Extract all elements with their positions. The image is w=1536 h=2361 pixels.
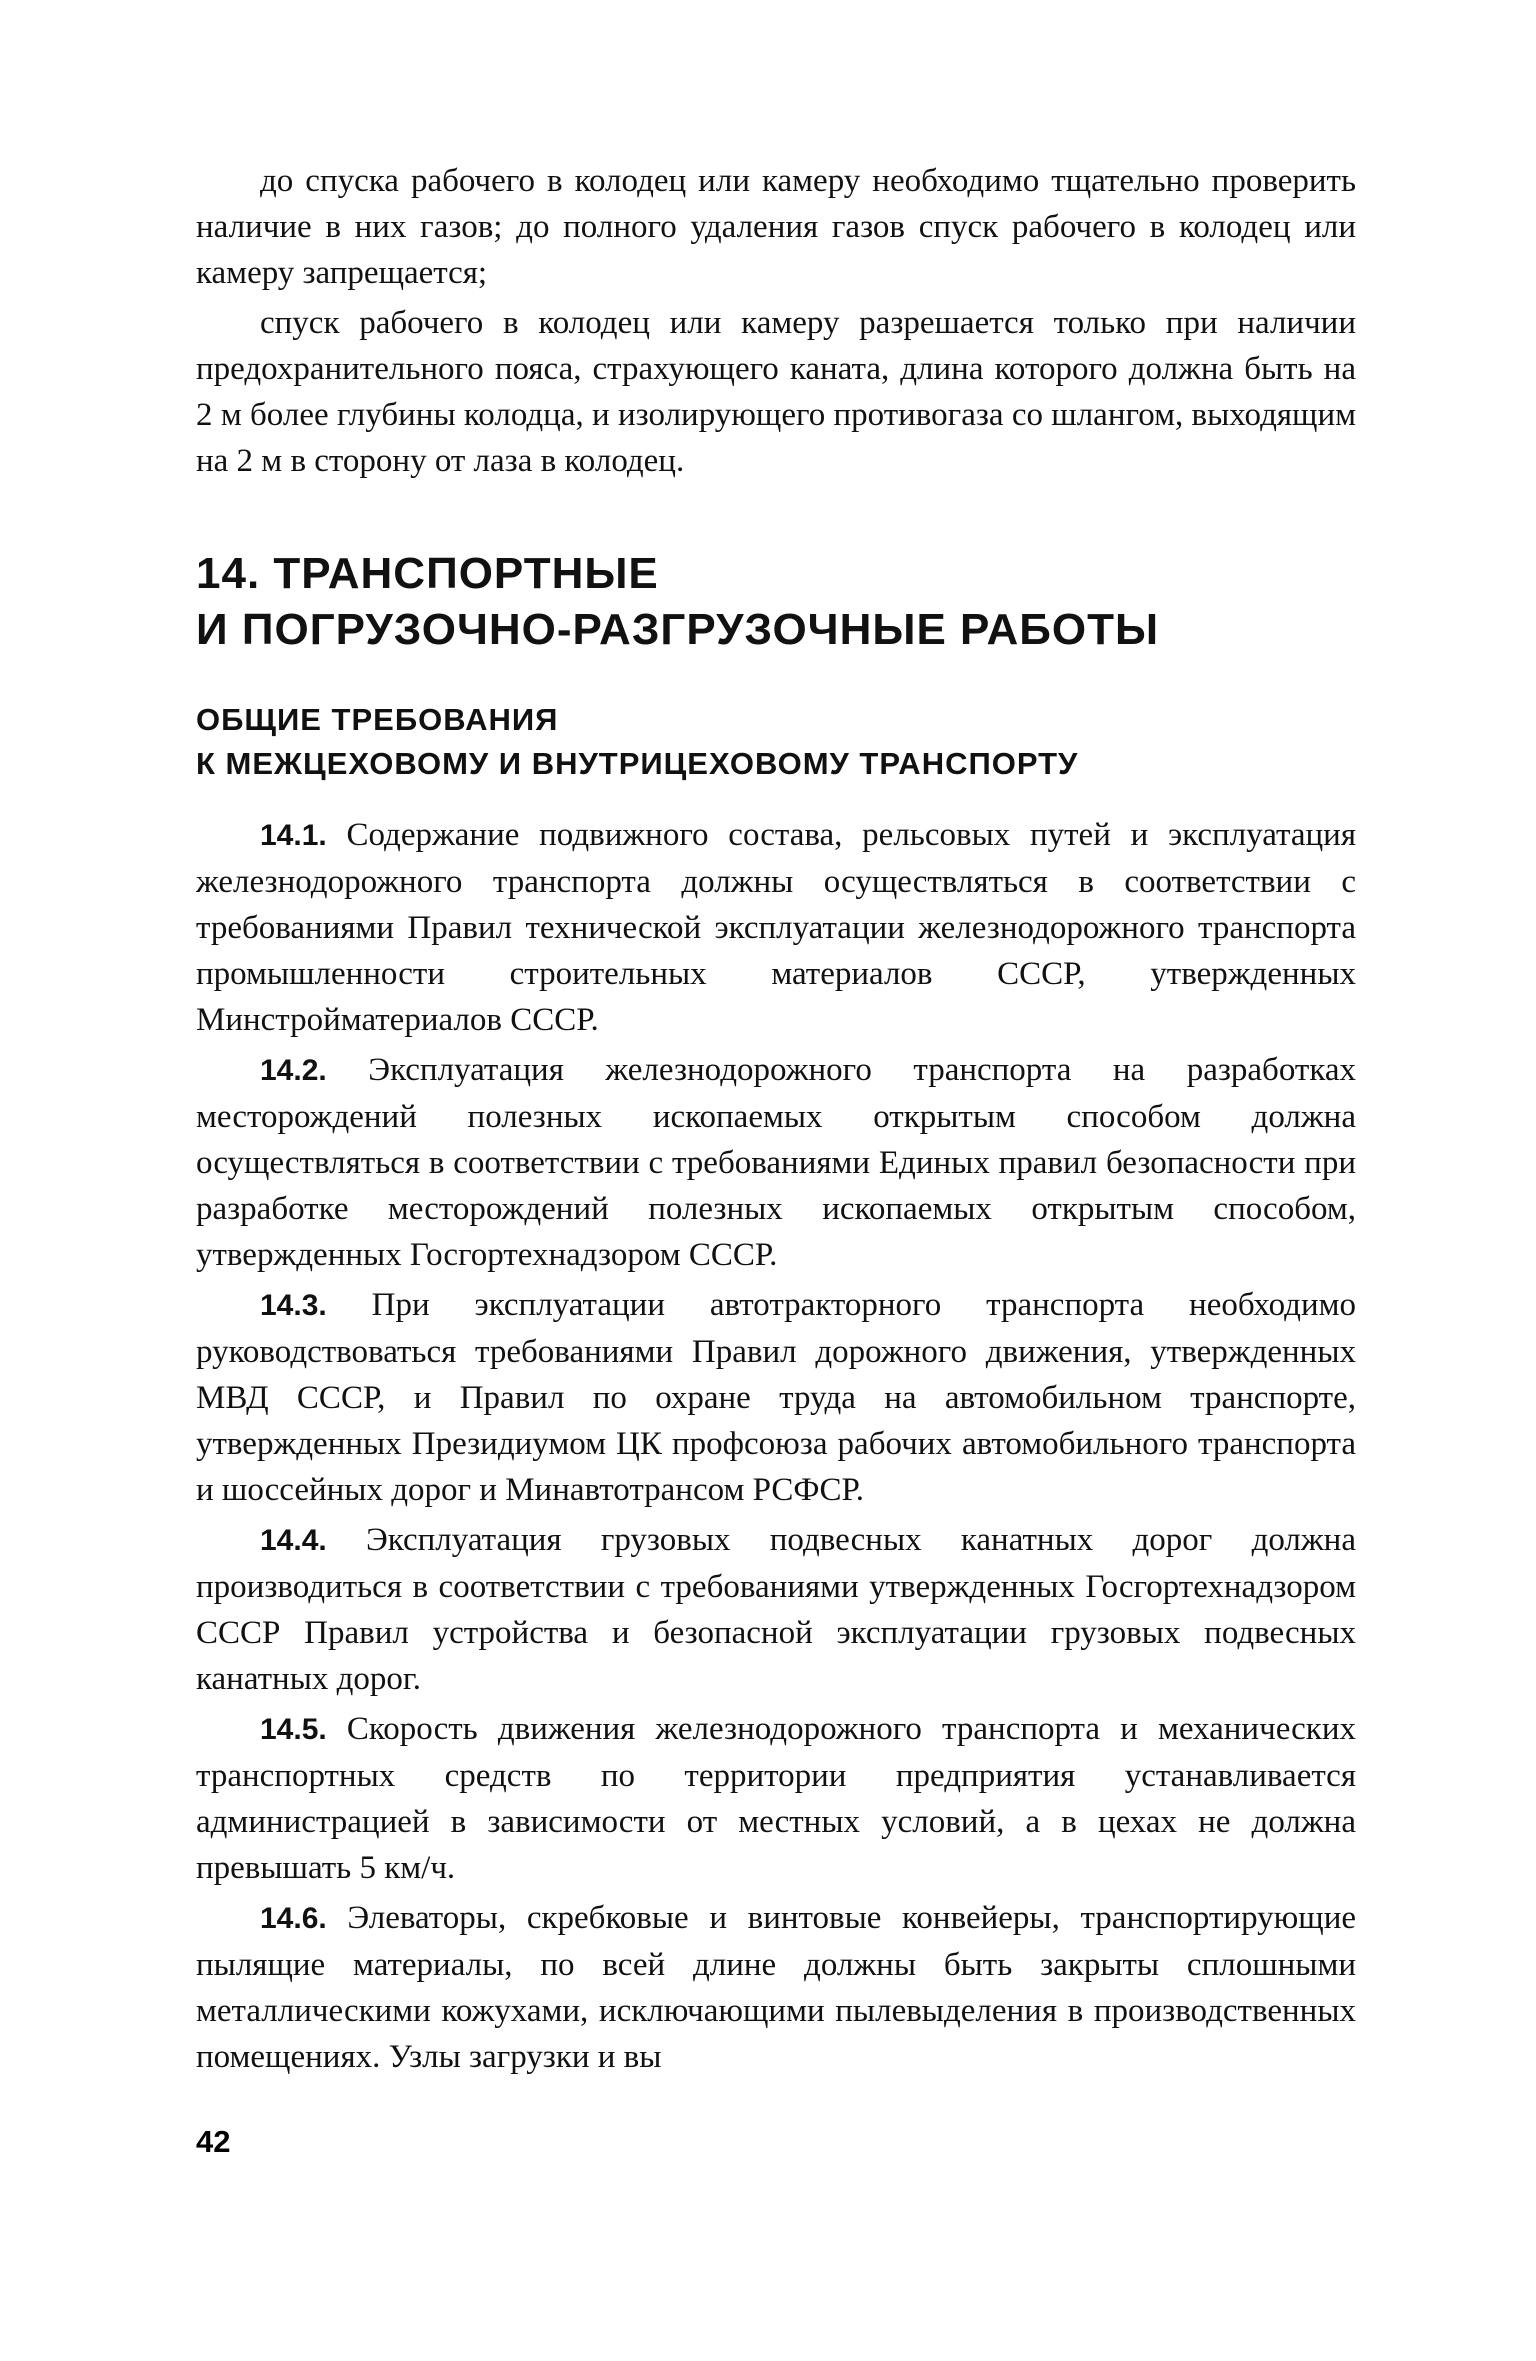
clause-text: Содержание подвижного состава, рельсовых путей и эксплуатация железнодорожного транспорта должны осуществляться в соответствии с требованиями Правил технической эксплуатации железнодорожного транспорта промышленности строительных материалов СССР, утвержденных Минстройматериалов СССР. <box>196 817 1356 1038</box>
clause-text: Скорость движения железнодорожного транспорта и механических транспортных средств по территории предприятия устанавливается администрацией в зависимости от местных условий, а в цехах не должна превышать 5 км/ч. <box>196 1711 1356 1886</box>
clause-14-4 <box>196 1517 1356 1702</box>
chapter-title <box>196 546 1356 658</box>
chapter-title-line-2: И ПОГРУЗОЧНО-РАЗГРУЗОЧНЫЕ РАБОТЫ <box>196 605 1160 654</box>
clause-14-3 <box>196 1282 1356 1513</box>
clause-text: Эксплуатация грузовых подвесных канатных дорог должна производиться в соответствии с требованиями утвержденных Госгортехнадзором СССР Правил устройства и безопасной эксплуатации грузовых подвесных канатных дорог. <box>196 1522 1356 1697</box>
clause-14-6 <box>196 1895 1356 2080</box>
clause-number: 14.5. <box>260 1713 327 1746</box>
chapter-title-line-1: 14. ТРАНСПОРТНЫЕ <box>196 549 659 598</box>
clause-number: 14.6. <box>260 1902 327 1935</box>
clause-14-2 <box>196 1047 1356 1278</box>
clause-number: 14.2. <box>260 1054 327 1087</box>
clause-number: 14.3. <box>260 1289 327 1322</box>
clause-14-5 <box>196 1706 1356 1891</box>
clause-14-1 <box>196 812 1356 1043</box>
section-subheading <box>196 698 1356 786</box>
subheading-line-2: К МЕЖЦЕХОВОМУ И ВНУТРИЦЕХОВОМУ ТРАНСПОРТУ <box>196 746 1079 781</box>
clause-text: Элеваторы, скребковые и винтовые конвейеры, транспортирующие пылящие материалы, по всей длине должны быть закрыты сплошными металлическими кожухами, исключающими пылевыделения в производственных помещениях. Узлы загрузки и вы <box>196 1900 1357 2075</box>
clause-text: При эксплуатации автотракторного транспорта необходимо руководствоваться требованиями Правил дорожного движения, утвержденных МВД СССР, и Правил по охране труда на автомобильном транспорте, утвержденных Президиумом ЦК профсоюза рабочих автомобильного транспорта и шоссейных дорог и Минавтотрансом РСФСР. <box>196 1287 1357 1508</box>
clause-number: 14.1. <box>260 819 327 852</box>
intro-paragraph-1: до спуска рабочего в колодец или камеру необходимо тщательно проверить наличие в них газов; до полного удаления газов спуск рабочего в колодец или камеру запрещается; <box>196 163 1356 291</box>
page-number: 42 <box>196 2124 231 2159</box>
clause-text: Эксплуатация железнодорожного транспорта на разработках месторождений полезных ископаемых открытым способом должна осуществляться в соответствии с требованиями Единых правил безопасности при разработке месторождений полезных ископаемых открытым способом, утвержденных Госгортехнадзором СССР. <box>196 1052 1357 1273</box>
subheading-line-1: ОБЩИЕ ТРЕБОВАНИЯ <box>196 702 559 737</box>
clause-number: 14.4. <box>260 1524 327 1557</box>
intro-paragraph-2: спуск рабочего в колодец или камеру разрешается только при наличии предохранительного пояса, страхующего каната, длина которого должна быть на 2 м более глубины колодца, и изолирующего противогаза со шлангом, выходящим на 2 м в сторону от лаза в колодец. <box>196 305 1356 479</box>
